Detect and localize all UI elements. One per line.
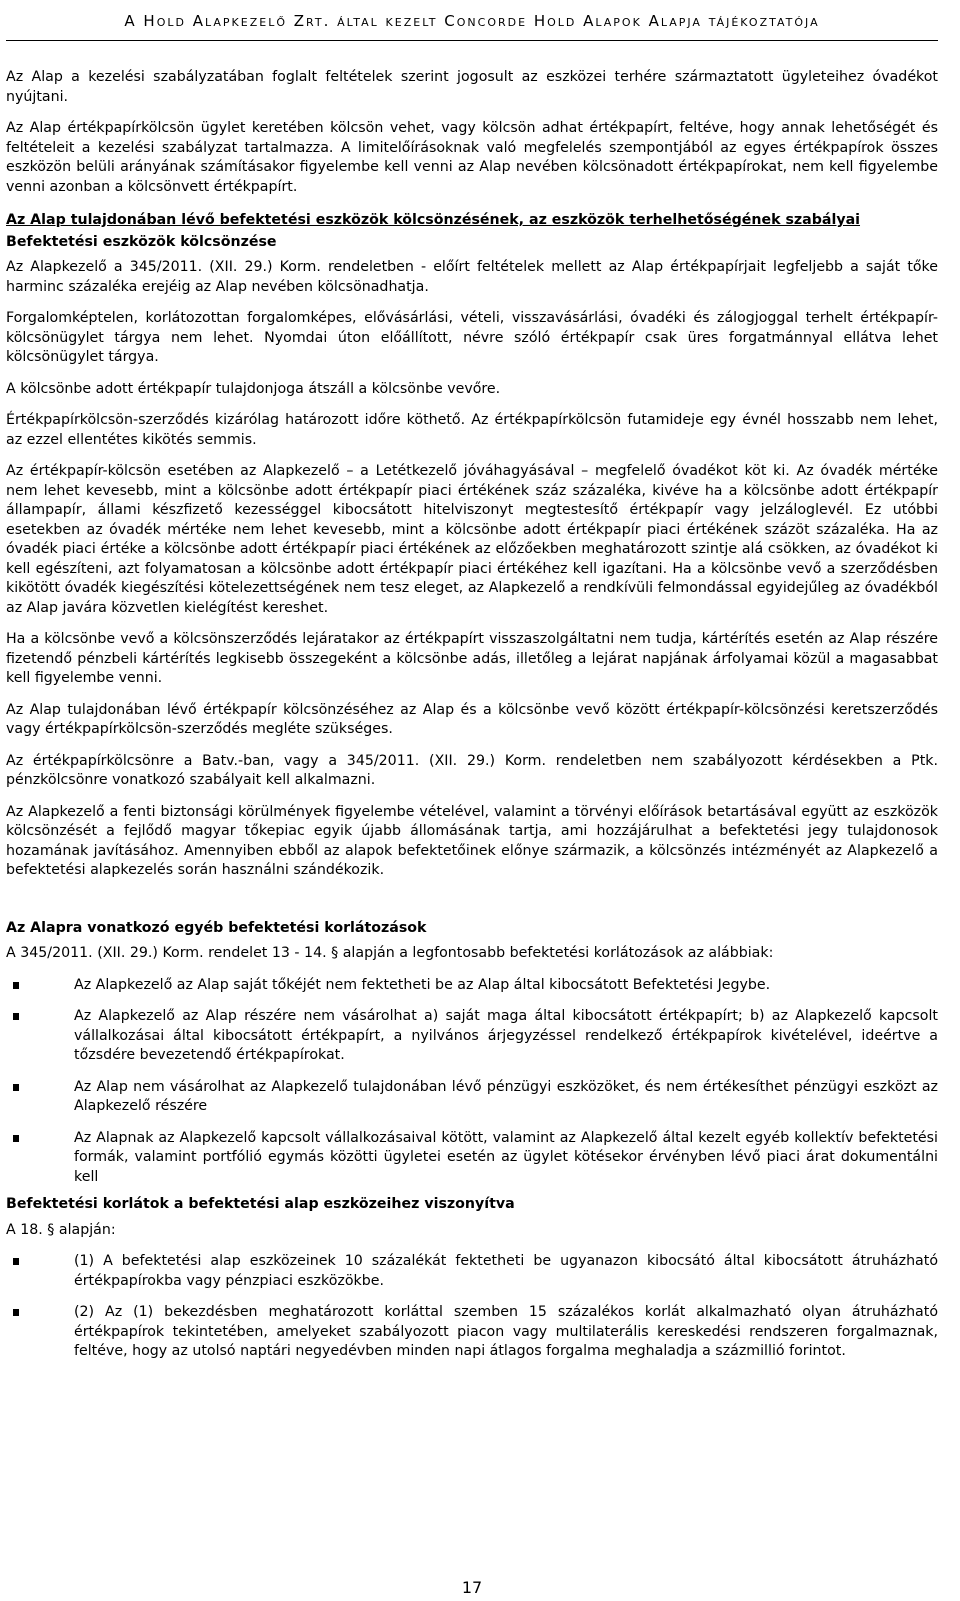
paragraph-market-development: Az Alapkezelő a fenti biztonsági körülmények figyelembe vételével, valamint a törvényi előírások betartásával együtt az eszközök kölcsönzését a fejlődő magyar tőkepiac egyik újabb állomásának tartja, ami hozzájárulhat a befektetési jegy tulajdonosok hozamának javításához. Amennyiben ebből az alapok befektetőinek előnye származik, a kölcsönzés intézményét az Alapkezelő a befektetési alapkezelés során használni szándékozik. (6, 803, 938, 878)
section-heading-investment-limits: Befektetési korlátok a befektetési alap eszközeihez viszonyítva (6, 1196, 515, 1212)
running-header: A Hold Alapkezelő Zrt. által kezelt Concorde Hold Alapok Alapja tájékoztatója (124, 12, 820, 30)
list-item: Az Alapkezelő az Alap részére nem vásárolhat a) saját maga által kibocsátott értékpapírt; b) az Alapkezelő kapcsolt vállalkozásai által kibocsátott értékpapírt, a nyilvános árjegyzéssel rendelkező értékpapírok kivételével, ideértve a tőzsdére bevezetendő értékpapírokat. (6, 1007, 938, 1066)
document-body (6, 68, 938, 1374)
square-bullet-icon (13, 1309, 19, 1316)
paragraph-ownership: A kölcsönbe adott értékpapír tulajdonjoga átszáll a kölcsönbe vevőre. (6, 380, 501, 397)
restrictions-list (6, 976, 938, 1188)
list-item: (2) Az (1) bekezdésben meghatározott korláttal szemben 15 százalékos korlát alkalmazható olyan átruházható értékpapírok tekintetében, amelyeket szabályozott piacon vagy multilaterális kereskedési rendszeren forgalmaznak, feltéve, hogy az utolsó naptári negyedévben minden napi átlagos forgalma meghaladja a százmillió forintot. (6, 1303, 938, 1362)
page-number: 17 (461, 1578, 483, 1597)
paragraph-collateral-rules: Az értékpapír-kölcsön esetében az Alapkezelő – a Letétkezelő jóváhagyásával – megfelelő óvadékot köt ki. Az óvadék mértéke nem lehet kevesebb, mint a kölcsönbe adott értékpapír piaci értékének száz százaléka, kivéve ha a kölcsönbe adott értékpapír állampapír, állami készfizető kezességgel kibocsátott hitelviszonyt megtestesítő értékpapír vagy jelzáloglevél. Ez utóbbi esetekben az óvadék mértéke nem lehet kevesebb, mint a kölcsönbe adott értékpapír piaci értékének százöt százaléka. Ha az óvadék piaci értéke a kölcsönbe adott értékpapír piaci értékének az előzőekben meghatározott szintje alá csökken, az óvadékot ki kell egészíteni, azt folyamatosan a kölcsönbe adott értékpapír piaci értékéhez kell igazítani. Ha a kölcsönbe vevő a szerződésben kikötött óvadék kiegészítési kötelezettségének nem tesz eleget, az Alapkezelő a rendkívüli felmondással egyidejűleg az óvadékból az Alap javára közvetlen kielégítést kereshet. (6, 463, 938, 616)
paragraph-term: Értékpapírkölcsön-szerződés kizárólag határozott időre köthető. Az értékpapírkölcsön futamideje egy évnél hosszabb nem lehet, az ezzel ellentétes kikötés semmis. (6, 412, 938, 448)
square-bullet-icon (13, 1013, 19, 1020)
square-bullet-icon (13, 1084, 19, 1091)
square-bullet-icon (13, 1135, 19, 1142)
paragraph-securities-lending: Az Alap értékpapírkölcsön ügylet keretében kölcsön vehet, vagy kölcsön adhat értékpapírt, feltéve, hogy annak lehetőségét és feltételeit a kezelési szabályzat tartalmazza. A limitelőírásoknak való megfelelés szempontjából az egyes értékpapírok összes eszközön belüli arányának számításakor figyelembe kell venni az Alap nevében kölcsönadott értékpapírokat, nem kell figyelembe venni azonban a kölcsönvett értékpapírt. (6, 120, 938, 195)
paragraph-restrictions: Forgalomképtelen, korlátozottan forgalomképes, elővásárlási, vételi, visszavásárlási, óvadéki és zálogjoggal terhelt értékpapír-kölcsönügylet tárgya nem lehet. Nyomdai úton előállított, névre szóló értékpapír csak üres forgatmánnyal ellátva lehet kölcsönügylet tárgya. (6, 310, 938, 365)
header-rule (6, 40, 938, 41)
paragraph-collateral: Az Alap a kezelési szabályzatában foglalt feltételek szerint jogosult az eszközei terhére származtatott ügyleteihez óvadékot nyújtani. (6, 69, 938, 105)
paragraph-lending-limit: Az Alapkezelő a 345/2011. (XII. 29.) Korm. rendeletben - előírt feltételek mellett az Alap értékpapírjait legfeljebb a saját tőke harminc százaléka erejéig az Alap nevében kölcsönadhatja. (6, 259, 938, 295)
paragraph-compensation: Ha a kölcsönbe vevő a kölcsönszerződés lejáratakor az értékpapírt visszaszolgáltatni nem tudja, kártérítés esetén az Alap részére fizetendő pénzbeli kártérítés legkisebb összegeként a kölcsönbe adás, illetőleg a lejárat napjának árfolyamai közül a magasabbat kell figyelembe venni. (6, 631, 938, 686)
list-item: Az Alapnak az Alapkezelő kapcsolt vállalkozásaival kötött, valamint az Alapkezelő által kezelt egyéb kollektív befektetési formák, valamint portfólió egymás közötti ügyletei esetén az ügylet kötésekor érvényben lévő piaci árat dokumentálni kell (6, 1129, 938, 1188)
paragraph-regulation-basis: A 345/2011. (XII. 29.) Korm. rendelet 13 - 14. § alapján a legfontosabb befektetési korlátozások az alábbiak: (6, 945, 774, 961)
list-item: Az Alap nem vásárolhat az Alapkezelő tulajdonában lévő pénzügyi eszközöket, és nem értékesíthet pénzügyi eszközt az Alapkezelő részére (6, 1078, 938, 1117)
square-bullet-icon (13, 982, 19, 989)
list-item: Az Alapkezelő az Alap saját tőkéjét nem fektetheti be az Alap által kibocsátott Befektetési Jegybe. (6, 976, 938, 996)
subheading-asset-lending: Befektetési eszközök kölcsönzése (6, 233, 277, 250)
section-heading-other-restrictions: Az Alapra vonatkozó egyéb befektetési korlátozások (6, 919, 427, 936)
section-heading-lending-rules: Az Alap tulajdonában lévő befektetési eszközök kölcsönzésének, az eszközök terhelhetőségének szabályai (6, 212, 861, 228)
paragraph-contract: Az Alap tulajdonában lévő értékpapír kölcsönzéséhez az Alap és a kölcsönbe vevő között értékpapír-kölcsönzési keretszerződés vagy értékpapírkölcsön-szerződés megléte szükséges. (6, 701, 938, 737)
paragraph-applicable-law: Az értékpapírkölcsönre a Batv.-ban, vagy a 345/2011. (XII. 29.) Korm. rendeletben nem szabályozott kérdésekben a Ptk. pénzkölcsönre vonatkozó szabályait kell alkalmazni. (6, 752, 938, 788)
limits-list (6, 1252, 938, 1362)
paragraph-section-reference: A 18. § alapján: (6, 1221, 116, 1238)
list-item: (1) A befektetési alap eszközeinek 10 százalékát fektetheti be ugyanazon kibocsátó által kibocsátott átruházható értékpapírokba vagy pénzpiaci eszközökbe. (6, 1252, 938, 1291)
square-bullet-icon (13, 1258, 19, 1265)
